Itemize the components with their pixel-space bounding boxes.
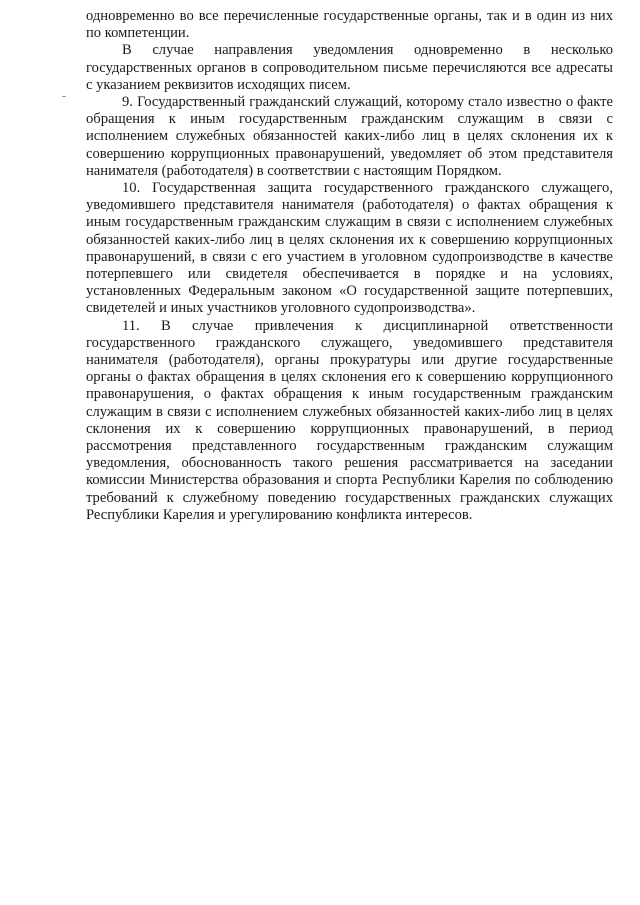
paragraph-item-11: 11. В случае привлечения к дисциплинарной ответственности государственного гражданского служащего, уведомившего представителя нанимателя (работодателя), органы прокуратуры или другие государственные органы о фактах обращения в целях склонения его к совершению коррупционного правонарушения, о фактах обращения к иным государственным гражданским служащим в связи с исполнением служебных обязанностей каких-либо лиц в целях склонения их к совершению коррупционных правонарушений, в период рассмотрения представленного государственным гражданским служащим уведомления, обоснованность такого решения рассматривается на заседании комиссии Министерства образования и спорта Республики Карелия по соблюдению требований к служебному поведению государственных гражданских служащих Республики Карелия и урегулированию конфликта интересов.	[86, 317, 613, 523]
margin-mark	[62, 96, 66, 97]
paragraph-continuation: одновременно во все перечисленные государственные органы, так и в один из них по компетенции.	[86, 8, 613, 42]
paragraph-multiple-recipients: В случае направления уведомления одновременно в несколько государственных органов в сопроводительном письме перечисляются все адресаты с указанием реквизитов исходящих писем.	[86, 42, 613, 93]
document-body	[86, 8, 613, 524]
paragraph-item-10: 10. Государственная защита государственного гражданского служащего, уведомившего представителя нанимателя (работодателя) о фактах обращения к иным государственным гражданским служащим в связи с исполнением служебных обязанностей каких-либо лиц в целях склонения их к совершению коррупционных правонарушений, в связи с его участием в уголовном судопроизводстве в качестве потерпевшего или свидетеля обеспечивается в порядке и на условиях, установленных Федеральным законом «О государственной защите потерпевших, свидетелей и иных участников уголовного судопроизводства».	[86, 180, 613, 317]
paragraph-item-9: 9. Государственный гражданский служащий, которому стало известно о факте обращения к иным государственным гражданским служащим в связи с исполнением служебных обязанностей каких-либо лиц в целях склонения их к совершению коррупционных правонарушений, уведомляет об этом представителя нанимателя (работодателя) в соответствии с настоящим Порядком.	[86, 94, 613, 179]
